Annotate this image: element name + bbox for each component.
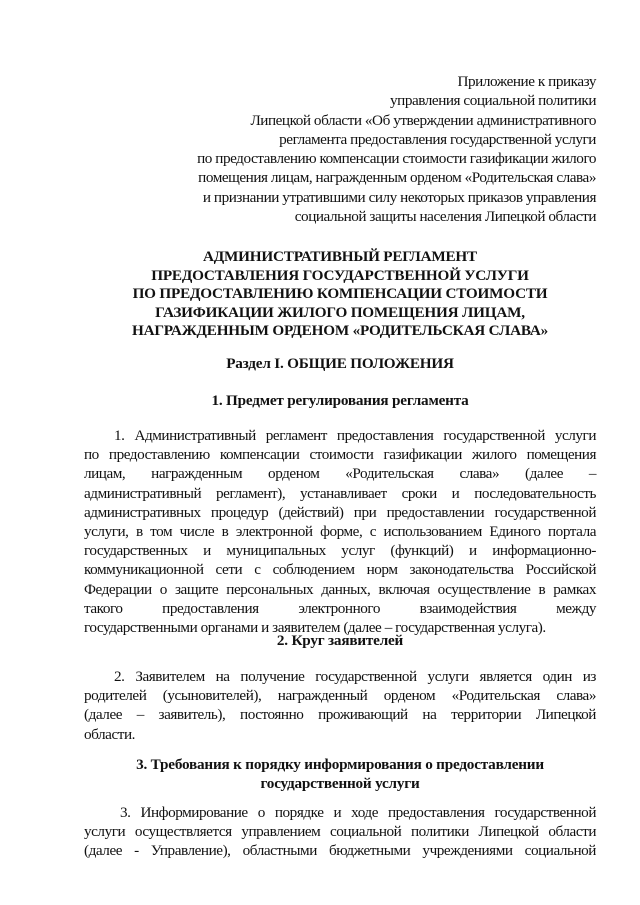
paragraph-line: административных процедур (действий) при предоставлении государственной <box>84 503 596 521</box>
subsection-heading: государственной услуги <box>260 775 420 792</box>
title-line: ГАЗИФИКАЦИИ ЖИЛОГО ПОМЕЩЕНИЯ ЛИЦАМ, <box>155 303 525 321</box>
paragraph-line: административный регламент), устанавливает сроки и последовательность <box>84 484 596 502</box>
paragraph-line: такого предоставления электронного взаимодействия между <box>84 599 596 617</box>
appendix-note <box>150 72 596 226</box>
paragraph-line: услуги осуществляется управлением социальной политики Липецкой области <box>84 823 596 841</box>
paragraph-line: (далее – заявитель), постоянно проживающий на территории Липецкой <box>84 706 596 724</box>
appendix-line: и признании утратившими силу некоторых приказов управления <box>202 188 596 206</box>
paragraph-2 <box>84 667 596 744</box>
paragraph-line: (далее - Управление), областными бюджетными учреждениями социальной <box>84 842 596 860</box>
title-line: ПО ПРЕДОСТАВЛЕНИЮ КОМПЕНСАЦИИ СТОИМОСТИ <box>132 285 548 303</box>
paragraph-line: услуги, в том числе в электронной форме, с использованием Единого портала <box>84 523 596 541</box>
section-heading: Раздел I. ОБЩИЕ ПОЛОЖЕНИЯ <box>226 355 454 372</box>
subsection-heading: 2. Круг заявителей <box>276 632 404 649</box>
appendix-line: помещения лицам, награжденным орденом «Родительская слава» <box>198 169 596 187</box>
subsection-heading: 1. Предмет регулирования регламента <box>211 392 469 409</box>
title-line: АДМИНИСТРАТИВНЫЙ РЕГЛАМЕНТ <box>203 248 477 265</box>
subsection-heading: 3. Требования к порядку информирования о предоставлении <box>136 756 544 773</box>
paragraph-line: лицам, награжденным орденом «Родительская слава» (далее – <box>84 465 596 483</box>
appendix-line: Липецкой области «Об утверждении административного <box>250 111 596 129</box>
title-line: НАГРАЖДЕННЫМ ОРДЕНОМ «РОДИТЕЛЬСКАЯ СЛАВА» <box>131 322 549 340</box>
paragraph-line: 3. Информирование о порядке и ходе предоставления государственной <box>120 804 596 821</box>
paragraph-3 <box>84 803 596 861</box>
appendix-line: Приложение к приказу <box>457 73 596 90</box>
paragraph-line: государственными органами и заявителем (далее – государственная услуга). <box>84 619 546 637</box>
paragraph-line: государственных и муниципальных услуг (функций) и информационно- <box>84 542 596 560</box>
appendix-line: регламента предоставления государственной услуги <box>279 130 596 148</box>
paragraph-line: коммуникационной сети с соблюдением норм законодательства Российской <box>84 561 596 579</box>
paragraph-line: 2. Заявителем на получение государственной услуги является один из <box>114 668 596 685</box>
paragraph-line: родителей (усыновителей), награжденный орденом «Родительская слава» <box>84 687 596 705</box>
document-title <box>80 248 600 341</box>
appendix-line: управления социальной политики <box>390 92 596 110</box>
paragraph-line: области. <box>84 725 135 743</box>
title-line: ПРЕДОСТАВЛЕНИЯ ГОСУДАРСТВЕННОЙ УСЛУГИ <box>151 266 529 284</box>
appendix-line: по предоставлению компенсации стоимости газификации жилого <box>197 150 596 168</box>
appendix-line: социальной защиты населения Липецкой области <box>294 208 596 226</box>
paragraph-1 <box>84 426 596 637</box>
paragraph-line: 1. Административный регламент предоставления государственной услуги <box>114 427 596 444</box>
paragraph-line: Федерации о защите персональных данных, включая осуществление в рамках <box>84 580 596 598</box>
paragraph-line: по предоставлению компенсации стоимости газификации жилого помещения <box>84 446 596 464</box>
